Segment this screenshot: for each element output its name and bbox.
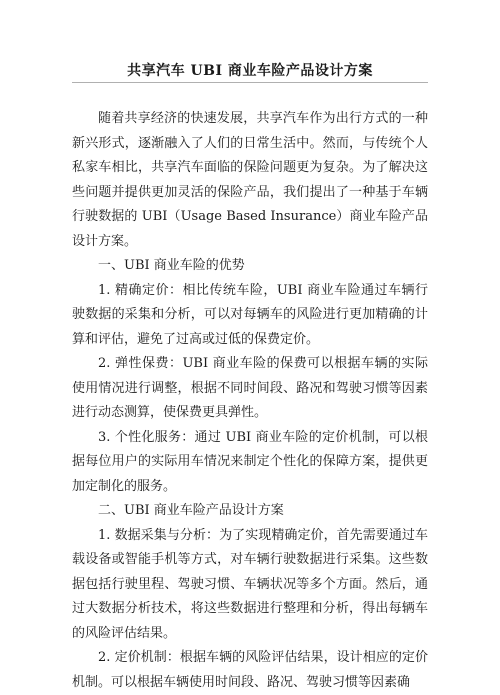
paragraph-precise-pricing: 1. 精确定价：相比传统车险，UBI 商业车险通过车辆行驶数据的采集和分析，可以对每辆车的风险进行更加精确的计算和评估，避免了过高或过低的保费定价。	[72, 282, 428, 347]
section-heading-design: 二、UBI 商业车险产品设计方案	[98, 503, 284, 518]
title-divider	[72, 82, 428, 83]
paragraph-data-collection: 1. 数据采集与分析：为了实现精确定价，首先需要通过车载设备或智能手机等方式，对车辆行驶数据进行采集。这些数据包括行驶里程、驾驶习惯、车辆状况等多个方面。然后，通过大数据分析技术，将这些数据进行整理和分析，得出每辆车的风险评估结果。	[72, 527, 428, 641]
document-body	[72, 107, 428, 695]
section-heading-advantages: 一、UBI 商业车险的优势	[98, 258, 245, 273]
document-title: 共享汽车 UBI 商业车险产品设计方案	[127, 63, 373, 79]
paragraph-flexible-premium: 2. 弹性保费：UBI 商业车险的保费可以根据车辆的实际使用情况进行调整，根据不同时间段、路况和驾驶习惯等因素进行动态测算，使保费更具弹性。	[72, 356, 428, 420]
paragraph-personalized-service: 3. 个性化服务：通过 UBI 商业车险的定价机制，可以根据每位用户的实际用车情况来制定个性化的保障方案，提供更加定制化的服务。	[72, 429, 428, 494]
paragraph-pricing-mechanism: 2. 定价机制：根据车辆的风险评估结果，设计相应的定价机制。可以根据车辆使用时间段、路况、驾驶习惯等因素确	[72, 650, 428, 690]
intro-paragraph: 随着共享经济的快速发展，共享汽车作为出行方式的一种新兴形式，逐渐融入了人们的日常生活中。然而，与传统个人私家车相比，共享汽车面临的保险问题更为复杂。为了解决这些问题并提供更加灵活的保险产品，我们提出了一种基于车辆行驶数据的 UBI（Usage Based Insurance）商业车险产品设计方案。	[72, 111, 428, 249]
